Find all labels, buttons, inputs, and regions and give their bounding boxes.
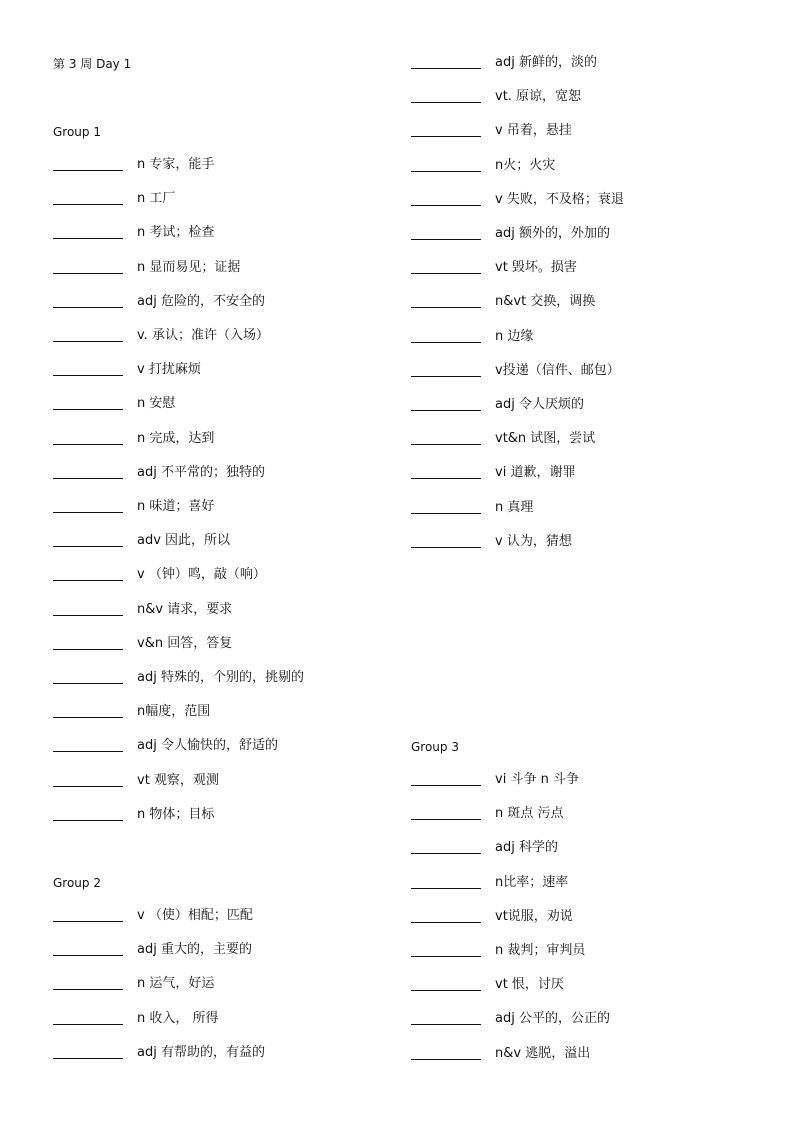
definition-text: v （钟）鸣，敲（响）: [137, 567, 266, 583]
answer-blank[interactable]: [411, 136, 481, 137]
vocab-item: [53, 258, 413, 278]
vocab-item: [411, 770, 771, 790]
definition-text: v&n 回答，答复: [137, 635, 233, 651]
answer-blank[interactable]: [53, 341, 123, 342]
definition-text: n 裁判；审判员: [495, 943, 586, 958]
answer-blank[interactable]: [411, 171, 481, 172]
vocab-item: [53, 702, 413, 722]
vocab-item: [411, 804, 771, 824]
vocab-item: [411, 121, 771, 141]
answer-blank[interactable]: [411, 1024, 481, 1025]
page-title: 第 3 周 Day 1: [53, 57, 132, 71]
definition-text: n 工厂: [137, 191, 176, 207]
definition-text: v 认为，猜想: [495, 533, 572, 549]
definition-text: adj 令人厌烦的: [495, 397, 584, 412]
definition-text: vt 毁坏。损害: [495, 260, 577, 276]
vocab-item: [411, 873, 771, 893]
vocab-item: [411, 1044, 771, 1064]
definition-text: vt 观察，观测: [137, 772, 219, 788]
answer-blank[interactable]: [53, 238, 123, 239]
answer-blank[interactable]: [53, 444, 123, 445]
answer-blank[interactable]: [53, 786, 123, 787]
vocab-item: [53, 634, 413, 654]
definition-text: adj 令人愉快的，舒适的: [137, 738, 278, 754]
definition-text: n火；火灾: [495, 157, 556, 173]
group2-heading: Group 2: [53, 876, 101, 890]
answer-blank[interactable]: [411, 990, 481, 991]
definition-text: n 物体；目标: [137, 806, 215, 822]
vocab-item: [53, 531, 413, 551]
vocab-item: [53, 189, 413, 209]
vocab-item: [411, 498, 771, 518]
answer-blank[interactable]: [411, 102, 481, 103]
vocab-item: [53, 805, 413, 825]
answer-blank[interactable]: [53, 580, 123, 581]
definition-text: n 安慰: [137, 396, 176, 412]
vocab-item: [411, 395, 771, 415]
answer-blank[interactable]: [411, 956, 481, 957]
answer-blank[interactable]: [411, 273, 481, 274]
definition-text: adj 危险的，不安全的: [137, 293, 265, 309]
vocab-item: [53, 1043, 413, 1063]
answer-blank[interactable]: [411, 888, 481, 889]
answer-blank[interactable]: [53, 307, 123, 308]
vocab-item: [411, 429, 771, 449]
answer-blank[interactable]: [53, 1024, 123, 1025]
vocab-item: [53, 429, 413, 449]
definition-text: v 失败，不及格；衰退: [495, 191, 624, 207]
answer-blank[interactable]: [411, 1059, 481, 1060]
vocab-item: [53, 463, 413, 483]
definition-text: n 味道；喜好: [137, 499, 215, 514]
definition-text: n幅度，范围: [137, 704, 211, 720]
vocab-item: [53, 360, 413, 380]
answer-blank[interactable]: [411, 68, 481, 69]
answer-blank[interactable]: [411, 785, 481, 786]
answer-blank[interactable]: [411, 819, 481, 820]
answer-blank[interactable]: [53, 170, 123, 171]
answer-blank[interactable]: [53, 683, 123, 684]
answer-blank[interactable]: [411, 410, 481, 411]
answer-blank[interactable]: [53, 546, 123, 547]
definition-text: vt 恨，讨厌: [495, 977, 564, 993]
answer-blank[interactable]: [411, 444, 481, 445]
vocab-item: [53, 326, 413, 346]
vocab-item: [411, 190, 771, 210]
vocab-item: [411, 532, 771, 552]
definition-text: n&vt 交换，调换: [495, 294, 596, 310]
vocab-item: [53, 394, 413, 414]
answer-blank[interactable]: [53, 955, 123, 956]
definition-text: n 真理: [495, 499, 534, 515]
definition-text: adv 因此，所以: [137, 533, 231, 549]
vocab-item: [53, 1009, 413, 1029]
answer-blank[interactable]: [53, 649, 123, 650]
answer-blank[interactable]: [411, 922, 481, 923]
answer-blank[interactable]: [53, 478, 123, 479]
vocab-item: [411, 907, 771, 927]
definition-text: v 打扰麻烦: [137, 362, 201, 378]
definition-text: n 边缘: [495, 328, 534, 344]
vocab-item: [411, 258, 771, 278]
answer-blank[interactable]: [53, 273, 123, 274]
answer-blank[interactable]: [53, 409, 123, 410]
definition-text: n 考试；检查: [137, 225, 215, 241]
answer-blank[interactable]: [53, 989, 123, 990]
vocab-item: [53, 292, 413, 312]
vocab-item: [411, 156, 771, 176]
vocab-item: [53, 600, 413, 620]
answer-blank[interactable]: [53, 820, 123, 821]
definition-text: vt&n 试图，尝试: [495, 431, 596, 447]
vocab-item: [53, 565, 413, 585]
definition-text: n&v 逃脱，溢出: [495, 1045, 591, 1061]
definition-text: adj 科学的: [495, 840, 558, 856]
definition-text: vi 道歉，谢罪: [495, 465, 576, 481]
definition-text: adj 额外的，外加的: [495, 226, 610, 241]
vocab-item: [53, 155, 413, 175]
definition-text: v （使）相配；匹配: [137, 908, 253, 923]
vocab-item: [411, 224, 771, 244]
definition-text: n 专家，能手: [137, 157, 215, 172]
vocab-item: [411, 838, 771, 858]
group1-heading: Group 1: [53, 125, 101, 139]
answer-blank[interactable]: [53, 512, 123, 513]
vocab-item: [53, 736, 413, 756]
vocab-item: [53, 497, 413, 517]
answer-blank[interactable]: [411, 239, 481, 240]
vocab-item: [411, 941, 771, 961]
vocab-item: [411, 292, 771, 312]
vocab-item: [53, 974, 413, 994]
answer-blank[interactable]: [53, 921, 123, 922]
vocab-item: [411, 327, 771, 347]
definition-text: v投递（信件、邮包）: [495, 362, 620, 378]
definition-text: adj 不平常的；独特的: [137, 464, 265, 480]
answer-blank[interactable]: [411, 853, 481, 854]
definition-text: adj 新鲜的，淡的: [495, 55, 597, 70]
definition-text: v. 承认；准许（入场）: [137, 328, 269, 343]
answer-blank[interactable]: [411, 478, 481, 479]
vocab-item: [53, 223, 413, 243]
definition-text: n&v 请求，要求: [137, 601, 233, 617]
vocab-item: [53, 906, 413, 926]
answer-blank[interactable]: [53, 1058, 123, 1059]
answer-blank[interactable]: [411, 307, 481, 308]
definition-text: adj 公平的，公正的: [495, 1011, 610, 1027]
definition-text: vi 斗争 n 斗争: [495, 772, 579, 787]
definition-text: v 吊着，悬挂: [495, 123, 572, 139]
definition-text: n 斑点 污点: [495, 806, 564, 822]
answer-blank[interactable]: [411, 513, 481, 514]
answer-blank[interactable]: [53, 204, 123, 205]
vocab-item: [411, 53, 771, 73]
vocab-item: [411, 361, 771, 381]
definition-text: adj 重大的，主要的: [137, 942, 252, 958]
definition-text: n 完成，达到: [137, 430, 215, 446]
group3-heading: Group 3: [411, 740, 459, 754]
answer-blank[interactable]: [411, 547, 481, 548]
vocab-item: [411, 1009, 771, 1029]
definition-text: vt说服，劝说: [495, 908, 573, 924]
answer-blank[interactable]: [53, 375, 123, 376]
definition-text: n比率；速率: [495, 874, 569, 890]
answer-blank[interactable]: [53, 717, 123, 718]
definition-text: n 收入， 所得: [137, 1010, 219, 1026]
answer-blank[interactable]: [53, 615, 123, 616]
answer-blank[interactable]: [411, 205, 481, 206]
definition-text: n 运气，好运: [137, 976, 215, 992]
definition-text: adj 有帮助的，有益的: [137, 1044, 265, 1060]
vocab-item: [411, 975, 771, 995]
vocab-item: [411, 463, 771, 483]
definition-text: vt. 原谅，宽恕: [495, 89, 582, 105]
vocab-item: [53, 668, 413, 688]
answer-blank[interactable]: [53, 751, 123, 752]
answer-blank[interactable]: [411, 376, 481, 377]
vocab-item: [411, 87, 771, 107]
definition-text: adj 特殊的，个别的，挑剔的: [137, 670, 304, 685]
vocab-item: [53, 771, 413, 791]
definition-text: n 显而易见；证据: [137, 259, 241, 275]
answer-blank[interactable]: [411, 342, 481, 343]
vocab-item: [53, 940, 413, 960]
